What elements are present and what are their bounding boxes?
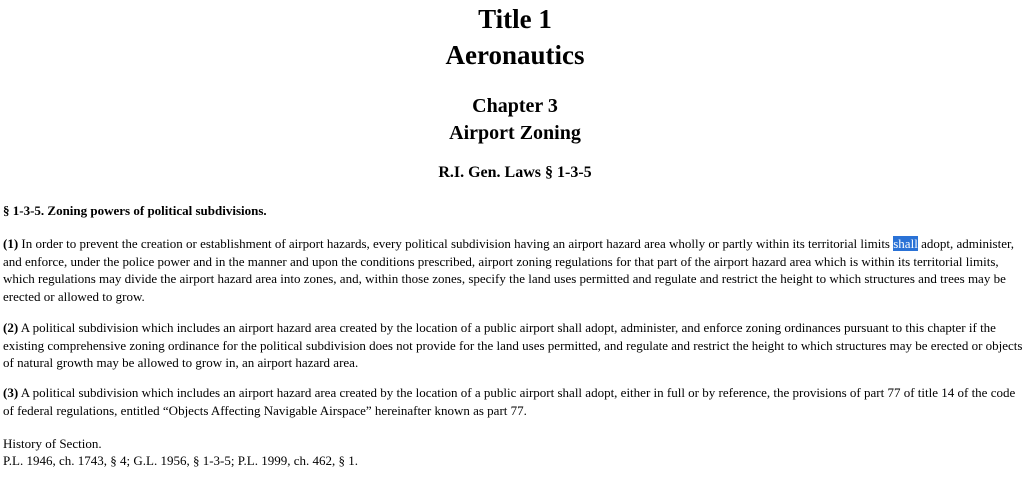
paragraph-1	[3, 235, 1025, 305]
selected-text-highlight[interactable]: shall	[893, 236, 918, 251]
paragraph-2	[3, 319, 1025, 372]
paragraph-number: (2)	[3, 320, 19, 335]
history-label: History of Section.	[3, 436, 102, 451]
citation: R.I. Gen. Laws § 1-3-5	[438, 164, 592, 181]
paragraph-number: (1)	[3, 236, 19, 251]
subtitle: Aeronautics	[445, 40, 585, 70]
paragraph-number: (3)	[3, 385, 19, 400]
paragraph-text: A political subdivision which includes an airport hazard area created by the location of a public airport shall adopt, administer, and enforce zoning ordinances pursuant to this chapter if the existing comprehensive zoning ordinance for the political subdivision does not provide for the land uses permitted, and regulate and restrict the height to which structures may be erected or objects of natural growth may be allowed to grow in, an airport hazard area.	[3, 320, 1023, 370]
chapter-heading: Chapter 3	[472, 95, 558, 117]
chapter-name: Airport Zoning	[449, 122, 581, 144]
paragraph-3	[3, 384, 1025, 419]
paragraph-text: In order to prevent the creation or establishment of airport hazards, every political subdivision having an airport hazard area wholly or partly within its territorial limits	[18, 236, 894, 251]
history-text: P.L. 1946, ch. 1743, § 4; G.L. 1956, § 1-3-5; P.L. 1999, ch. 462, § 1.	[3, 453, 358, 468]
title: Title 1	[478, 4, 552, 34]
section-heading: § 1-3-5. Zoning powers of political subdivisions.	[3, 203, 267, 218]
paragraph-text: adopt, administer, and enforce, under the police power and in the manner and upon the conditions prescribed, airport zoning regulations for that part of the airport hazard area which is within its territorial limits, which regulations may divide the airport hazard area into zones, and, within those zones, specify the land uses permitted and regulate and restrict the height to which structures and trees may be erected or allowed to grow.	[3, 236, 1015, 304]
history-section	[3, 435, 358, 469]
paragraph-text: A political subdivision which includes an airport hazard area created by the location of a public airport shall adopt, either in full or by reference, the provisions of part 77 of title 14 of the code of federal regulations, entitled “Objects Affecting Navigable Airspace” hereinafter known as part 77.	[3, 385, 1016, 418]
